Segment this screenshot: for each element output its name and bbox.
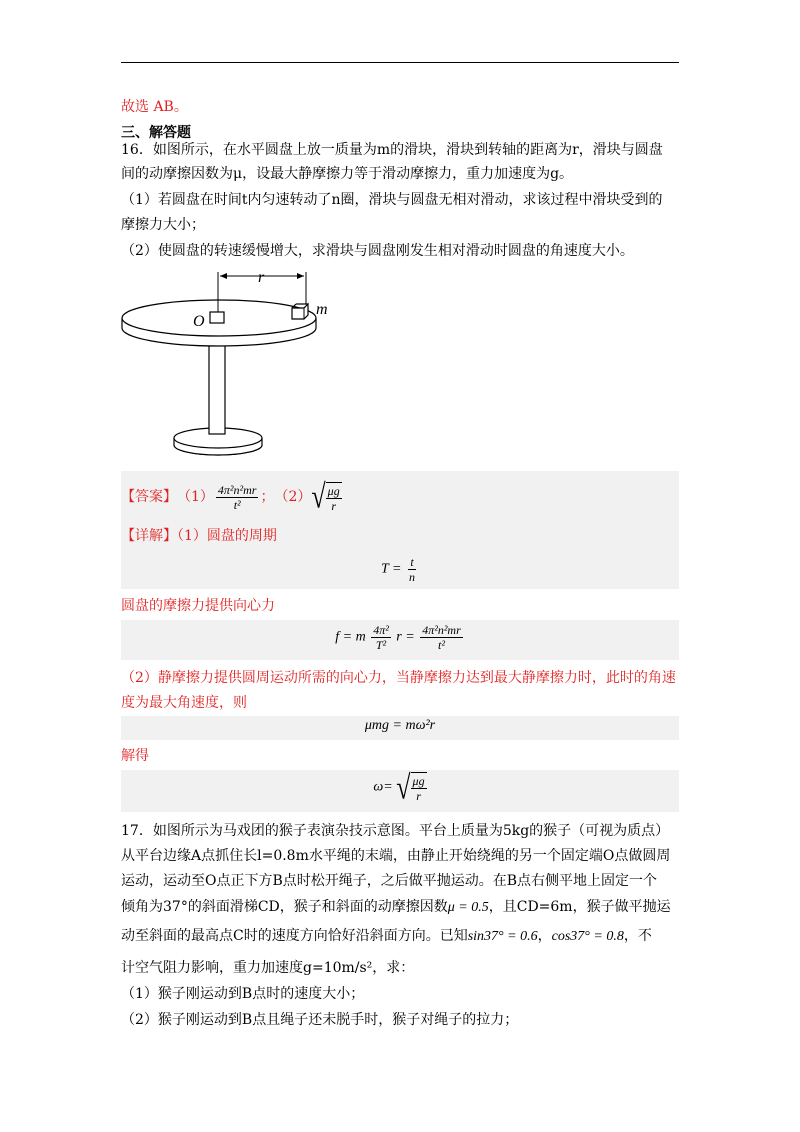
- eq-friction: f = m $\frac{\text{4π²}}{\text{T²}}$ r = $\frac{\text{4π²n²mr}}{\text{t²}}$: [335, 623, 461, 652]
- q17-line4: 倾角为37°的斜面滑梯CD，猴子和斜面的动摩擦因数μ = 0.5，且CD=6m，猴子做平抛运: [121, 899, 671, 915]
- q16-line1: 16．如图所示，在水平圆盘上放一质量为m的滑块，滑块到转轴的距离为r，滑块与圆盘: [121, 142, 663, 158]
- answer-sqrt: √ $\frac{\mu g}{r}$: [311, 477, 340, 516]
- answer-tag: 【答案】: [121, 489, 177, 505]
- answer-part1: （1）: [177, 489, 214, 505]
- q17-line5: 动至斜面的最高点C时的速度方向恰好沿斜面方向。已知sin37° = 0.6，cos37° = 0.8，不: [121, 928, 652, 944]
- detail-tag: 【详解】: [121, 528, 177, 544]
- answer-frac1: $\frac{\text{4π²n²mr}}{\text{t²}}$: [217, 482, 257, 512]
- label-r: r: [258, 269, 265, 286]
- detail-line4: 度为最大角速度，则: [121, 695, 247, 711]
- q16-line3: （1）若圆盘在时间t内匀速转动了n圈，滑块与圆盘无相对滑动，求该过程中滑块受到的: [121, 192, 663, 208]
- detail-text: （1）圆盘的周期: [177, 528, 277, 544]
- answer-line: [121, 477, 342, 516]
- answer-sep: ；: [260, 489, 275, 505]
- detail-line5: 解得: [121, 748, 149, 764]
- q17-line1: 17．如图所示为马戏团的猴子表演杂技示意图。平台上质量为5kg的猴子（可视为质点）: [121, 823, 670, 839]
- detail-line2: 圆盘的摩擦力提供向心力: [121, 598, 275, 614]
- prev-answer: 故选 AB。: [121, 99, 188, 115]
- q17-line6: 计空气阻力影响，重力加速度g=10m/s²，求：: [121, 960, 415, 976]
- q17-line3: 运动，运动至O点正下方B点时松开绳子，之后做平抛运动。在B点右侧平地上固定一个: [121, 873, 658, 889]
- q16-line4: 摩擦力大小；: [121, 217, 205, 233]
- header-rule: [121, 62, 679, 63]
- section-title: 三、解答题: [121, 125, 191, 141]
- q16-line5: （2）使圆盘的转速缓慢增大，求滑块与圆盘刚发生相对滑动时圆盘的角速度大小。: [121, 243, 634, 259]
- label-O: O: [193, 313, 205, 330]
- detail-line: [121, 526, 277, 546]
- q16-line2: 间的动摩擦因数为μ，设最大静摩擦力等于滑动摩擦力，重力加速度为g。: [121, 166, 574, 182]
- answer-part2: （2）: [274, 489, 312, 505]
- label-m: m: [316, 301, 328, 318]
- q17-line2: 从平台边缘A点抓住长l=0.8m水平绳的末端，由静止开始绕绳的另一个固定端O点做圆周: [121, 848, 671, 864]
- turntable-figure: [118, 262, 358, 467]
- eq-period: T = $\frac{t}{n}$: [381, 555, 415, 584]
- eq-omega: ω= √ $\frac{\mu g}{r}$: [373, 768, 425, 806]
- detail-line3: （2）静摩擦力提供圆周运动所需的向心力，当静摩擦力达到最大静摩擦力时，此时的角速: [121, 670, 676, 686]
- q17-line8: （2）猴子刚运动到B点且绳子还未脱手时，猴子对绳子的拉力；: [121, 1012, 519, 1028]
- q17-line7: （1）猴子刚运动到B点时的速度大小；: [121, 986, 365, 1002]
- eq-centripetal: μmg = mω²r: [364, 718, 436, 733]
